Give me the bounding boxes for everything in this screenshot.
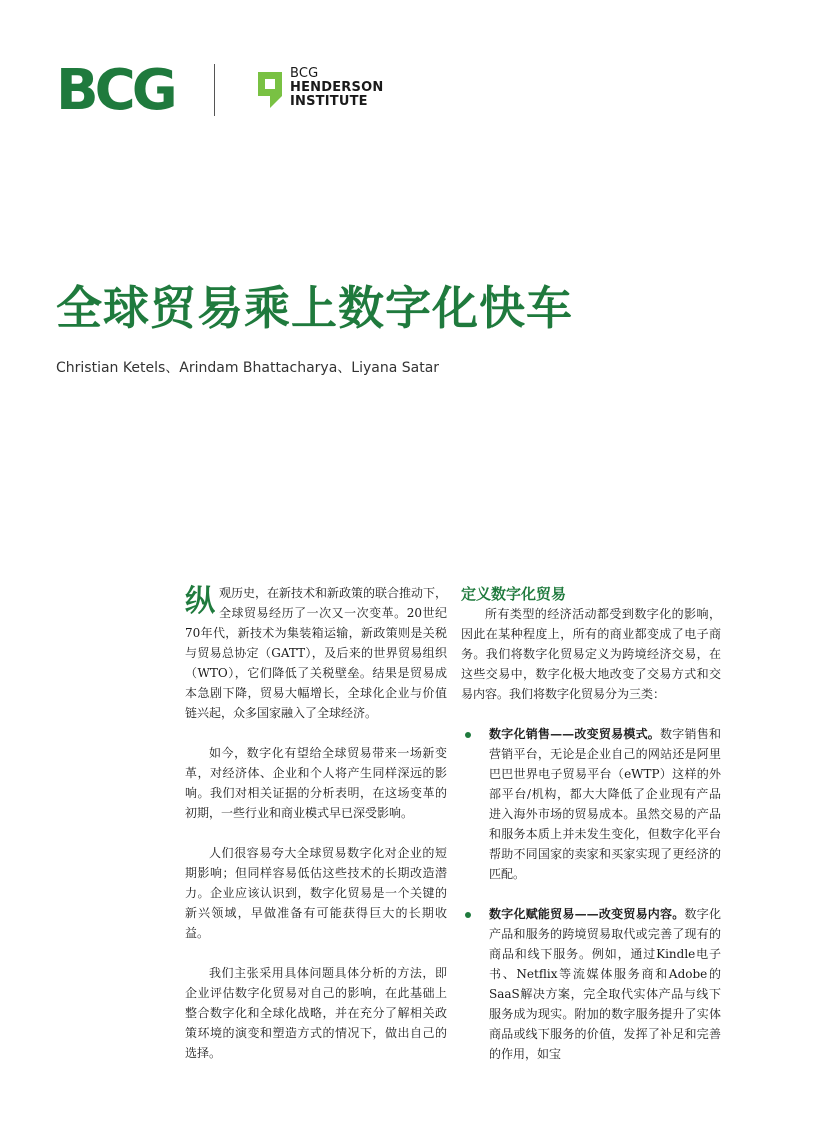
- section-heading: 定义数字化贸易: [461, 585, 567, 603]
- paragraph-3: 人们很容易夸大全球贸易数字化对企业的短期影响；但同样容易低估这些技术的长期改造潜力。企业应该认识到，数字化贸易是一个关键的新兴领域，早做准备有可能获得巨大的长期收益。: [185, 846, 447, 940]
- paragraph-1-text: 观历史，在新技术和新政策的联合推动下，全球贸易经历了一次又一次变革。20世纪70年代，新技术为集装箱运输，新政策则是关税与贸易总协定（GATT），及后来的世界贸易组织（WTO），它们降低了关税壁垒。结果是贸易成本急剧下降，贸易大幅增长，全球化企业与价值链兴起，众多国家融入了全球经济。: [185, 586, 448, 720]
- bcg-logo: BCG: [56, 58, 174, 123]
- henderson-institute-wordmark: [290, 67, 383, 109]
- drop-cap: 纵: [185, 584, 215, 619]
- right-column: [461, 584, 721, 1084]
- authors: Christian Ketels、Arindam Bhattacharya、Liyana Satar: [56, 360, 440, 376]
- bullet-text: 数字化产品和服务的跨境贸易取代或完善了现有的商品和线下服务。例如，通过Kindle电子书、Netflix等流媒体服务商和Adobe的SaaS解决方案，完全取代实体产品与线下服务成为现实。附加的数字服务提升了实体商品或线下服务的价值，发挥了补足和完善的作用，如宝: [489, 907, 721, 1061]
- list-item: [461, 904, 721, 1064]
- left-column: [185, 583, 447, 1083]
- bhi-line-3: INSTITUTE: [290, 94, 368, 109]
- list-item: [461, 724, 721, 884]
- page-title: 全球贸易乘上数字化快车: [56, 281, 573, 335]
- henderson-institute-logo-icon: [256, 70, 286, 110]
- section-intro: 所有类型的经济活动都受到数字化的影响，因此在某种程度上，所有的商业都变成了电子商务。我们将数字化贸易定义为跨境经济交易，在这些交易中，数字化极大地改变了交易方式和交易内容。我们将数字化贸易分为三类：: [461, 607, 721, 701]
- paragraph-1: [185, 583, 447, 723]
- bullet-lead: 数字化赋能贸易——改变贸易内容。: [489, 907, 685, 921]
- bullet-lead: 数字化销售——改变贸易模式。: [489, 727, 661, 741]
- bullet-icon: [465, 732, 471, 738]
- bullet-text: 数字销售和营销平台，无论是企业自己的网站还是阿里巴巴世界电子贸易平台（eWTP）这样的外部平台/机构，都大大降低了企业现有产品进入海外市场的贸易成本。虽然交易的产品和服务本质上并未发生变化，但数字化平台帮助不同国家的卖家和买家实现了更经济的匹配。: [489, 727, 721, 881]
- bullet-icon: [465, 912, 471, 918]
- paragraph-4: 我们主张采用具体问题具体分析的方法，即企业评估数字化贸易对自己的影响，在此基础上整合数字化和全球化战略，并在充分了解相关政策环境的演变和塑造方式的情况下，做出自己的选择。: [185, 966, 447, 1060]
- paragraph-2: 如今，数字化有望给全球贸易带来一场新变革，对经济体、企业和个人将产生同样深远的影响。我们对相关证据的分析表明，在这场变革的初期，一些行业和商业模式早已深受影响。: [185, 746, 447, 820]
- logo-divider: [214, 64, 215, 116]
- bhi-line-2: HENDERSON: [290, 80, 384, 95]
- bhi-line-1: BCG: [290, 66, 319, 81]
